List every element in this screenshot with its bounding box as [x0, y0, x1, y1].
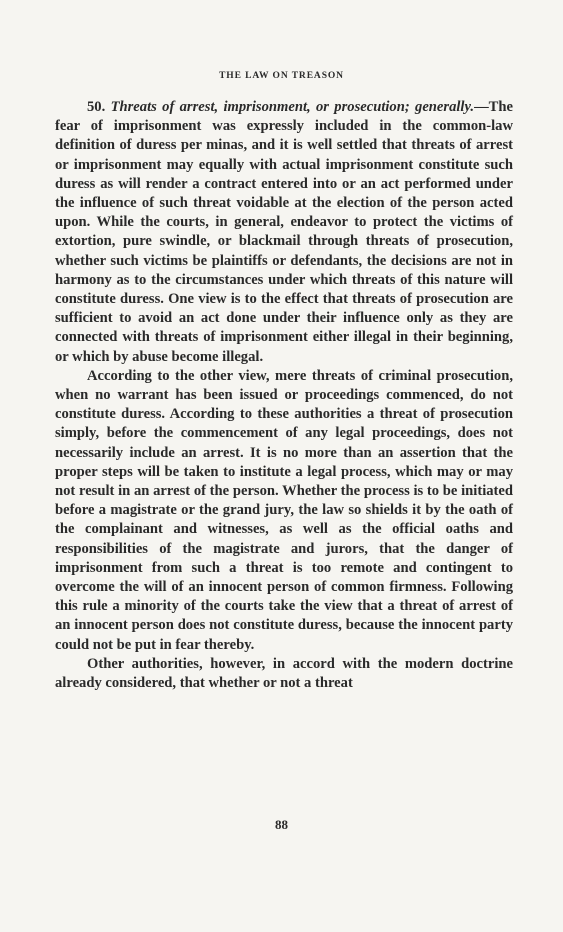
paragraph: Other authorities, however, in accord with the modern doctrine already considered, that whether or not a threat	[55, 655, 513, 692]
body-text	[55, 98, 513, 693]
section-paragraph	[55, 98, 513, 367]
section-number: 50.	[87, 99, 106, 115]
section-dash: —	[474, 99, 489, 115]
paragraph: The fear of imprisonment was expressly included in the common-law definition of duress per minas, and it is well settled that threats of arrest or imprisonment may equally with actual imprisonment constitute such duress as will render a contract entered into or an act performed under the influence of such threat voidable at the election of the person acted upon. While the courts, in general, endeavor to protect the victims of extortion, pure swindle, or blackmail through threats of prosecution, whether such victims be plaintiffs or defendants, the decisions are not in harmony as to the circumstances under which threats of this nature will constitute duress. One view is to the effect that threats of prosecution are sufficient to avoid an act done under their influence only as they are connected with threats of imprisonment either illegal in their beginning, or which by abuse become illegal.	[55, 99, 513, 365]
section-title: Threats of arrest, imprisonment, or prosecution; generally.	[110, 99, 475, 115]
page-number: 88	[275, 817, 288, 832]
paragraph: According to the other view, mere threats of criminal prosecution, when no warrant has been issued or proceedings commenced, do not constitute duress. According to these authorities a threat of prosecution simply, before the commencement of any legal proceedings, does not necessarily include an arrest. It is no more than an assertion that the proper steps will be taken to institute a legal process, which may or may not result in an arrest of the person. Whether the process is to be initiated before a magistrate or the grand jury, the law so shields it by the oath of the complainant and witnesses, as well as the official oaths and responsibilities of the magistrate and jurors, that the danger of imprisonment from such a threat is too remote and contingent to overcome the will of an innocent person of common firmness. Following this rule a minority of the courts take the view that a threat of arrest of an innocent person does not constitute duress, because the innocent party could not be put in fear thereby.	[55, 367, 513, 653]
running-head: THE LAW ON TREASON	[219, 71, 344, 81]
